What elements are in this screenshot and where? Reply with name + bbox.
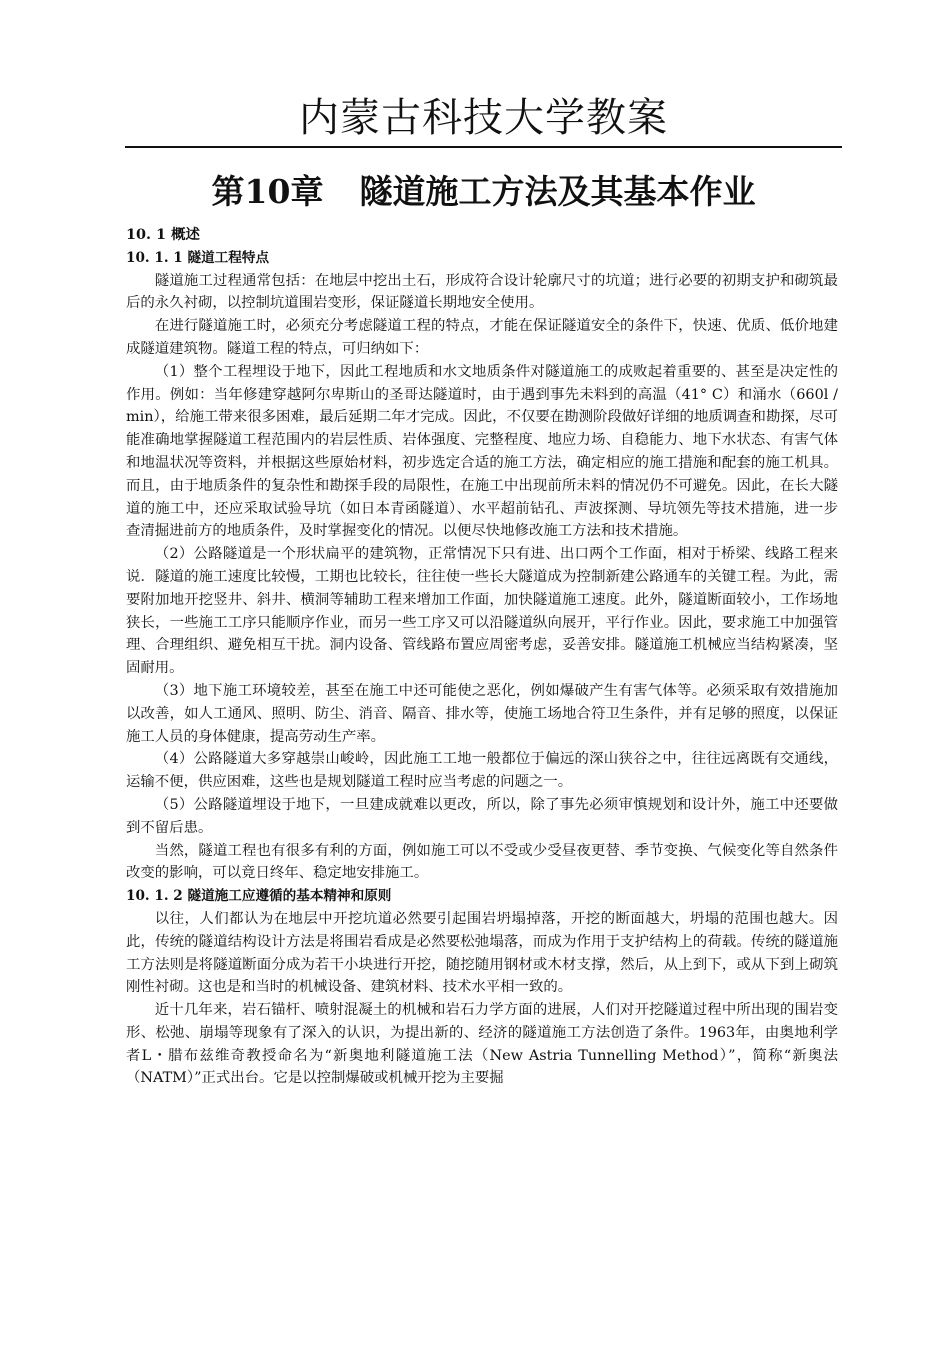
paragraph: 当然，隧道工程也有很多有利的方面，例如施工可以不受或少受昼夜更替、季节变换、气候变化等自然条件改变的影响，可以竟日终年、稳定地安排施工。	[126, 842, 838, 882]
paragraph: （2）公路隧道是一个形状扁平的建筑物，正常情况下只有进、出口两个工作面，相对于桥梁、线路工程来说．隧道的施工速度比较慢，工期也比较长，往往使一些长大隧道成为控制新建公路通车的关键工程。为此，需要附加地开挖竖井、斜井、横洞等辅助工程来增加工作面，加快隧道施工速度。此外，隧道断面较小，工作场地狭长，一些施工工序只能顺序作业，而另一些工序又可以沿隧道纵向展开，平行作业。因此，要求施工中加强管理、合理组织、避免相互干扰。洞内设备、管线路布置应周密考虑，妥善安排。隧道施工机械应当结构紧凑，坚固耐用。	[126, 546, 838, 677]
page-header-title: 内蒙古科技大学教案	[299, 95, 668, 141]
paragraph: 在进行隧道施工时，必须充分考虑隧道工程的特点，才能在保证隧道安全的条件下，快速、优质、低价地建成隧道建筑物。隧道工程的特点，可归纳如下：	[126, 318, 838, 357]
paragraph: （1）整个工程埋设于地下，因此工程地质和水文地质条件对隧道施工的成败起着重要的、甚至是决定性的作用。例如：当年修建穿越阿尔卑斯山的圣哥达隧道时，由于遇到事先未料到的高温（41° C）和涌水（660l / min），给施工带来很多困难，最后延期二年才完成。因此，不仅要在勘测阶段做好详细的地质调查和勘探，尽可能准确地掌握隧道工程范围内的岩层性质、岩体强度、完整程度、地应力场、自稳能力、地下水状态、有害气体和地温状况等资料，并根据这些原始材料，初步选定合适的施工方法，确定相应的施工措施和配套的施工机具。而且，由于地质条件的复杂性和勘探手段的局限性，在施工中出现前所未料的情况仍不可避免。因此，在长大隧道的施工中，还应采取试验导坑（如日本青函隧道）、水平超前钻孔、声波探测、导坑领先等技术措施，进一步查清掘进前方的地质条件，及时掌握变化的情况。以便尽快地修改施工方法和技术措施。	[126, 363, 838, 540]
paragraph: 近十几年来，岩石锚杆、喷射混凝土的机械和岩石力学方面的进展，人们对开挖隧道过程中所出现的围岩变形、松弛、崩塌等现象有了深入的认识，为提出新的、经济的隧道施工方法创造了条件。1963年，由奥地利学者L・腊布兹维奇教授命名为“新奥地利隧道施工法（New Astria Tunnelling Method）”，简称“新奥法（NATM）”正式出台。它是以控制爆破或机械开挖为主要掘	[126, 1002, 838, 1087]
document-body	[126, 224, 838, 1090]
section-heading-10-1-1: 10. 1. 1 隧道工程特点	[126, 249, 270, 266]
chapter-name: 隧道施工方法及其基本作业	[359, 172, 756, 211]
paragraph: 隧道施工过程通常包括：在地层中挖出土石，形成符合设计轮廓尺寸的坑道；进行必要的初期支护和砌筑最后的永久衬砌，以控制坑道围岩变形，保证隧道长期地安全使用。	[126, 272, 838, 312]
chapter-title	[125, 168, 842, 216]
paragraph: （4）公路隧道大多穿越崇山峻岭，因此施工工地一般都位于偏远的深山狭谷之中，往往远离既有交通线，运输不便，供应困难，这些也是规划隧道工程时应当考虑的问题之一。	[126, 751, 838, 791]
paragraph: （3）地下施工环境较差，甚至在施工中还可能使之恶化，例如爆破产生有害气体等。必须采取有效措施加以改善，如人工通风、照明、防尘、消音、隔音、排水等，使施工场地合符卫生条件，并有足够的照度，以保证施工人员的身体健康，提高劳动生产率。	[126, 682, 838, 745]
section-heading-10-1: 10. 1 概述	[126, 226, 200, 243]
header-divider	[125, 146, 842, 148]
section-heading-10-1-2: 10. 1. 2 隧道施工应遵循的基本精神和原则	[126, 888, 392, 905]
paragraph: 以往，人们都认为在地层中开挖坑道必然要引起围岩坍塌掉落，开挖的断面越大，坍塌的范围也越大。因此，传统的隧道结构设计方法是将围岩看成是必然要松弛塌落，而成为作用于支护结构上的荷载。传统的隧道施工方法则是将隧道断面分成为若干小块进行开挖，随挖随用钢材或木材支撑，然后，从上到下，或从下到上砌筑刚性衬砌。这也是和当时的机械设备、建筑材料、技术水平相一致的。	[126, 910, 838, 996]
paragraph: （5）公路隧道埋设于地下，一旦建成就难以更改，所以，除了事先必须审慎规划和设计外，施工中还要做到不留后患。	[126, 796, 838, 836]
chapter-number: 第10章	[211, 172, 324, 211]
